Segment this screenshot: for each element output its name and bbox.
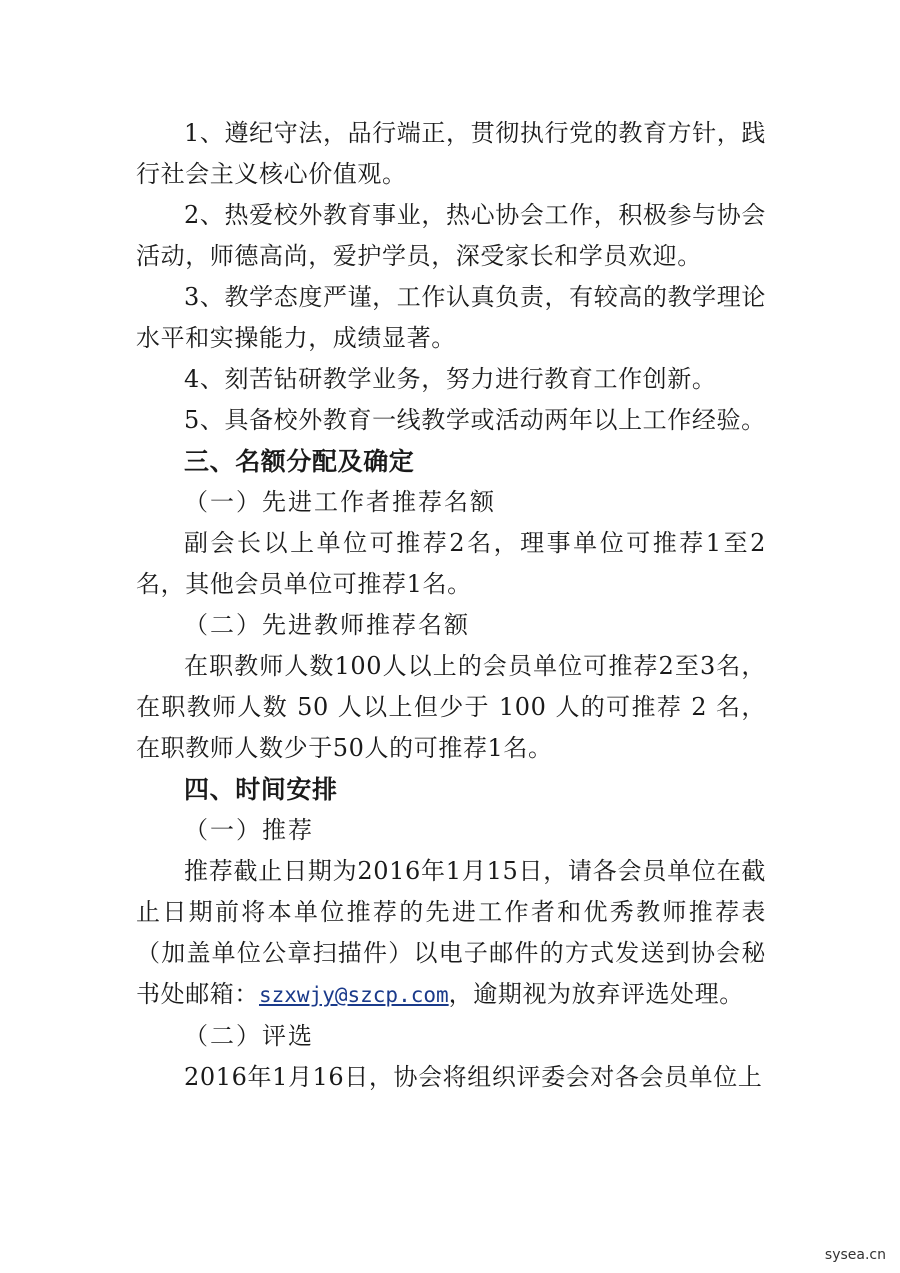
evaluation-paragraph: 2016年1月16日，协会将组织评委会对各会员单位上 [184, 1063, 763, 1091]
email-link[interactable]: szxwjy@szcp.com [259, 983, 449, 1007]
section-heading-quota: 三、名额分配及确定 [184, 447, 415, 476]
recommendation-text: 推荐截止日期为2016年1月15日，请各会员单位在截止日期前将本单位推荐的先进工作者和优秀教师推荐表（加盖单位公章扫描件）以电子邮件的方式发送到协会秘书处邮箱： [136, 857, 766, 1008]
section-heading-schedule: 四、时间安排 [184, 775, 338, 804]
criterion-3: 3、教学态度严谨，工作认真负责，有较高的教学理论水平和实操能力，成绩显著。 [136, 283, 766, 352]
criterion-4: 4、刻苦钻研教学业务，努力进行教育工作创新。 [184, 365, 717, 393]
subheading-evaluation: （二）评选 [184, 1022, 314, 1050]
subheading-recommendation: （一）推荐 [184, 816, 314, 844]
criterion-5: 5、具备校外教育一线教学或活动两年以上工作经验。 [184, 406, 766, 434]
quota-advanced-workers: 副会长以上单位可推荐2名，理事单位可推荐1至2名，其他会员单位可推荐1名。 [136, 529, 766, 598]
criterion-2: 2、热爱校外教育事业，热心协会工作，积极参与协会活动，师德高尚，爱护学员，深受家长和学员欢迎。 [136, 201, 766, 270]
criterion-1: 1、遵纪守法，品行端正，贯彻执行党的教育方针，践行社会主义核心价值观。 [136, 119, 766, 188]
recommendation-paragraph [136, 851, 766, 1016]
quota-advanced-teachers: 在职教师人数100人以上的会员单位可推荐2至3名，在职教师人数 50 人以上但少于 100 人的可推荐 2 名，在职教师人数少于50人的可推荐1名。 [136, 652, 766, 762]
subheading-advanced-workers: （一）先进工作者推荐名额 [184, 488, 496, 516]
recommendation-text-end: ，逾期视为放弃评选处理。 [448, 980, 744, 1008]
site-watermark: sysea.cn [824, 1247, 886, 1263]
subheading-advanced-teachers: （二）先进教师推荐名额 [184, 611, 470, 639]
document-body [136, 113, 766, 1098]
